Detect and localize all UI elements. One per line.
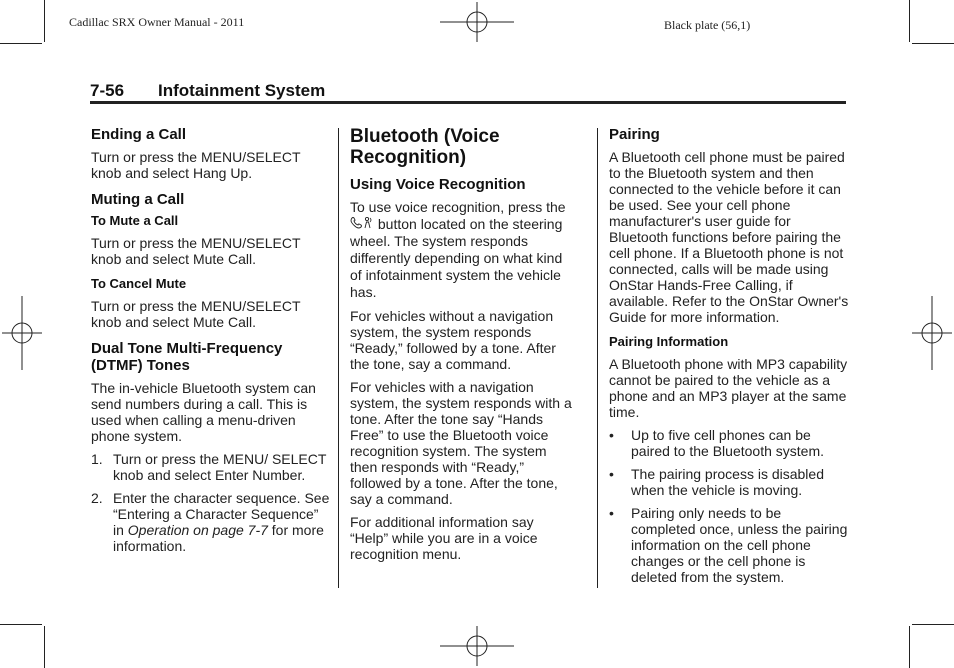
page-number: 7-56: [90, 81, 125, 100]
paragraph: Turn or press the MENU/SELECT knob and select Mute Call.: [91, 235, 301, 267]
column-divider: [597, 128, 598, 588]
list-number: 2.: [91, 490, 103, 506]
heading-to-cancel-mute: To Cancel Mute: [91, 276, 187, 291]
column-divider: [338, 128, 339, 588]
heading-bluetooth-voice: Bluetooth (Voice Recognition): [350, 126, 500, 168]
column-middle: [350, 126, 575, 569]
crop-mark: [909, 0, 910, 42]
heading-pairing: Pairing: [609, 126, 660, 143]
bullet-icon: •: [609, 466, 614, 482]
bullet-icon: •: [609, 505, 614, 521]
column-right: [609, 126, 849, 592]
paragraph-text: To use voice recognition, press the: [350, 199, 566, 215]
list-text: Enter the character sequence. See “Entering a Character Sequence” in: [113, 490, 330, 538]
list-item: [609, 505, 849, 585]
registration-target-icon: [912, 296, 952, 370]
section-title: Infotainment System: [158, 81, 326, 100]
list-item: [91, 451, 331, 483]
list-text: Up to five cell phones can be paired to the Bluetooth system.: [631, 427, 824, 459]
manual-title: Cadillac SRX Owner Manual - 2011: [69, 15, 245, 29]
paragraph: Turn or press the MENU/SELECT knob and select Mute Call.: [91, 298, 301, 330]
heading-dtmf: Dual Tone Multi-Frequency (DTMF) Tones: [91, 340, 283, 374]
phone-voice-icon: [350, 216, 374, 230]
paragraph: The in-vehicle Bluetooth system can send numbers during a call. This is used when calling a menu-driven phone system.: [91, 380, 316, 444]
registration-target-icon: [440, 626, 514, 666]
crop-mark: [909, 626, 910, 668]
crop-mark: [0, 43, 42, 44]
paragraph: Turn or press the MENU/SELECT knob and select Hang Up.: [91, 149, 301, 181]
list-item: [609, 466, 849, 498]
column-left: [91, 126, 331, 561]
paragraph: A Bluetooth cell phone must be paired to the Bluetooth system and then connected to the vehicle before it can be used. See your cell phone manufacturer's user guide for Bluetooth functions before pairing the cell phone. If a Bluetooth phone is not connected, calls will be made using OnStar Hands-Free Calling, if available. Refer to the OnStar Owner's Guide for more information.: [609, 149, 849, 325]
paragraph: [350, 199, 575, 301]
crop-mark: [912, 624, 954, 625]
heading-to-mute: To Mute a Call: [91, 213, 179, 228]
registration-target-icon: [2, 296, 42, 370]
cross-reference-link[interactable]: Operation on page 7-7: [127, 522, 268, 538]
list-text: The pairing process is disabled when the vehicle is moving.: [631, 466, 824, 498]
bullet-icon: •: [609, 427, 614, 443]
list-item: [91, 490, 331, 554]
crop-mark: [912, 43, 954, 44]
paragraph: For vehicles with a navigation system, the system responds with a tone. After the tone say “Hands Free” to use the Bluetooth voice recognition system. The system then responds with “Ready,” followed by a tone. After the tone, say a command.: [350, 379, 572, 507]
heading-ending-call: Ending a Call: [91, 126, 187, 143]
list-item: [609, 427, 849, 459]
list-number: 1.: [91, 451, 103, 467]
paragraph: For additional information say “Help” while you are in a voice recognition menu.: [350, 514, 538, 562]
header-rule: [90, 101, 846, 104]
list-text: Pairing only needs to be completed once, unless the pairing information on the cell phone changes or the cell phone is deleted from the system.: [631, 505, 848, 585]
list-text: Turn or press the MENU/ SELECT knob and select Enter Number.: [113, 451, 327, 483]
list-text: for more information.: [113, 522, 324, 554]
crop-mark: [44, 0, 45, 42]
plate-label: Black plate (56,1): [664, 18, 751, 32]
paragraph: For vehicles without a navigation system, the system responds “Ready,” followed by a tone. After the tone, say a command.: [350, 308, 556, 372]
heading-muting-call: Muting a Call: [91, 191, 185, 208]
crop-mark: [0, 624, 42, 625]
crop-mark: [44, 626, 45, 668]
paragraph: A Bluetooth phone with MP3 capability cannot be paired to the vehicle as a phone and an MP3 player at the same time.: [609, 356, 848, 420]
heading-pairing-information: Pairing Information: [609, 334, 729, 349]
heading-using-voice: Using Voice Recognition: [350, 176, 526, 193]
paragraph-text: button located on the steering wheel. The system responds differently depending on what kind of infotainment system the vehicle has.: [350, 216, 563, 300]
registration-target-icon: [440, 2, 514, 42]
